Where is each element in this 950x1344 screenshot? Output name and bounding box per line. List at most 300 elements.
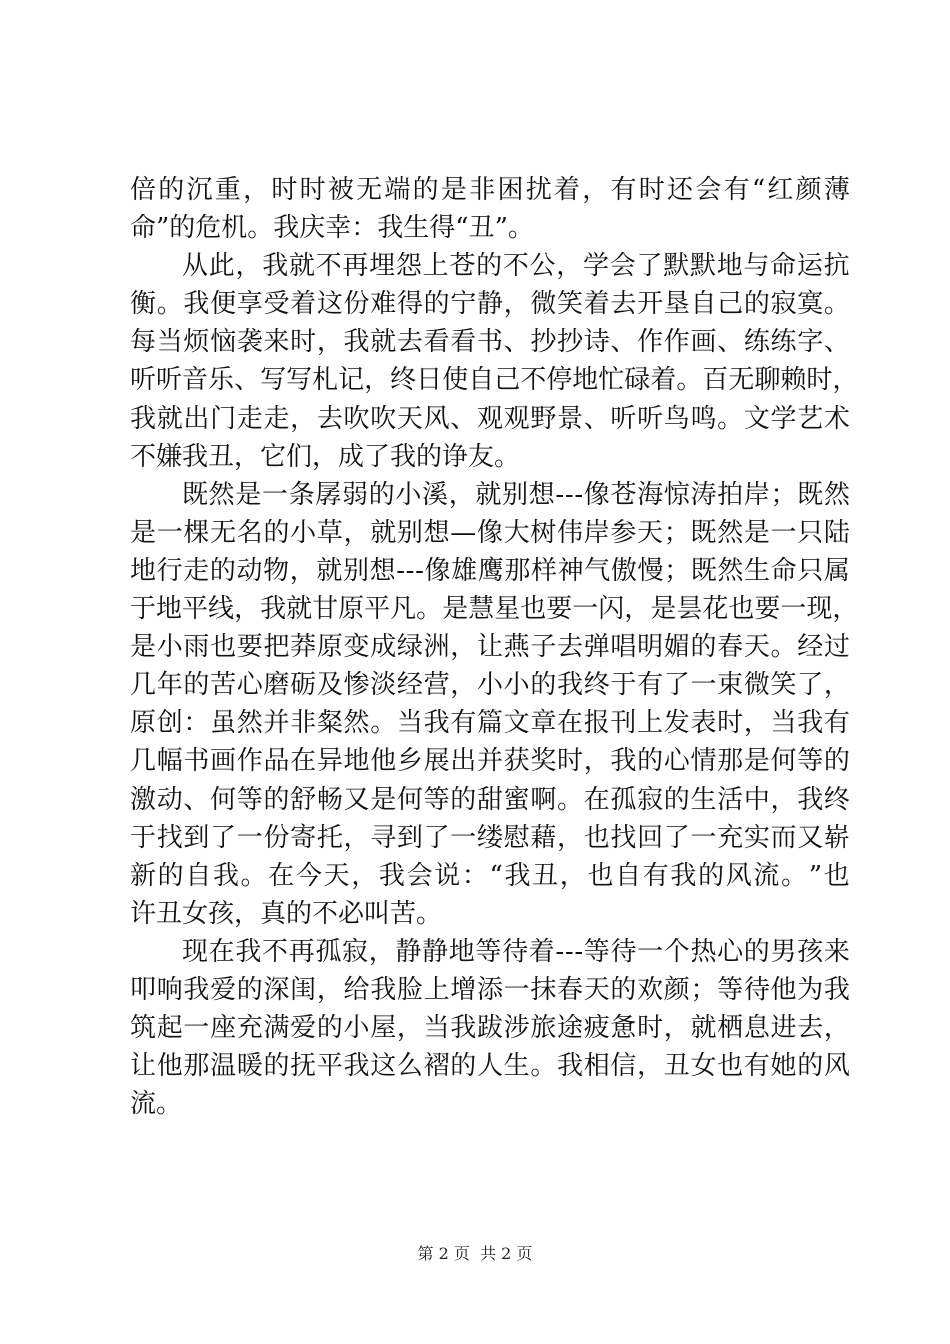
text-char: 书 <box>476 327 503 358</box>
text-char: 起 <box>156 1013 183 1044</box>
text-char: 沉 <box>186 175 213 205</box>
text-char: 术 <box>823 403 850 434</box>
text-char: 走 <box>183 555 210 586</box>
text-char: 、 <box>234 365 261 396</box>
text-char: 风 <box>725 860 752 891</box>
text-char: 。 <box>770 632 797 663</box>
text-char: ， <box>637 1051 664 1082</box>
text-char: 人 <box>476 1051 503 1082</box>
text-char: 寂 <box>342 936 369 967</box>
text-char: ， <box>316 327 343 358</box>
text-char: 端 <box>384 175 411 205</box>
text-char: 一 <box>572 594 599 625</box>
text-char: 树 <box>530 517 557 548</box>
text-line <box>130 514 850 552</box>
text-char: 我 <box>450 1013 477 1044</box>
text-char: 在 <box>268 860 295 891</box>
text-char: 默 <box>689 251 716 282</box>
text-char: 我 <box>235 936 262 967</box>
text-char: 了 <box>423 822 450 853</box>
text-char: 奖 <box>530 746 557 777</box>
text-char: 大 <box>503 517 530 548</box>
text-char: 、 <box>610 327 637 358</box>
text-char: 有 <box>723 175 750 205</box>
text-char: 息 <box>743 1013 770 1044</box>
text-char: 了 <box>663 670 690 701</box>
text-char: 等 <box>797 746 824 777</box>
text-char: 到 <box>183 822 210 853</box>
text-char: 想 <box>423 517 450 548</box>
text-char: 有 <box>642 860 669 891</box>
text-char: 看 <box>450 327 477 358</box>
text-char: 终 <box>390 365 417 396</box>
text-char: 着 <box>650 365 677 396</box>
text-char: 书 <box>183 746 210 777</box>
text-char: ， <box>663 1013 690 1044</box>
text-char: 景 <box>557 403 584 434</box>
text-char: 在 <box>583 784 610 815</box>
text-char: 原 <box>316 632 343 663</box>
text-char: 抄 <box>530 327 557 358</box>
text-char: 陆 <box>823 517 850 548</box>
text-char: 要 <box>754 594 781 625</box>
text-char: 增 <box>450 974 477 1005</box>
text-char: 的 <box>158 175 185 205</box>
text-char: 甘 <box>312 594 339 625</box>
text-char: 热 <box>690 936 717 967</box>
text-line <box>130 400 850 438</box>
text-char: 命 <box>770 555 797 586</box>
text-char: 地 <box>716 251 743 282</box>
text-char: 会 <box>406 860 433 891</box>
text-char: 抗 <box>823 251 850 282</box>
text-char: 既 <box>690 555 717 586</box>
text-char: 无 <box>728 365 755 396</box>
text-char: 笑 <box>557 289 584 320</box>
text-char: ； <box>690 974 717 1005</box>
text-line <box>130 590 859 628</box>
text-char: ， <box>290 403 317 434</box>
text-char: 的 <box>450 784 477 815</box>
text-char: 也 <box>717 1051 744 1082</box>
text-char: 画 <box>210 746 237 777</box>
text-char: 埋 <box>369 251 396 282</box>
text-char: 是 <box>130 632 157 663</box>
text-char: 的 <box>698 860 725 891</box>
text-char: 一 <box>503 974 530 1005</box>
text-char: 既 <box>182 479 209 510</box>
text-char: 春 <box>557 974 584 1005</box>
text-char: 难 <box>370 289 397 320</box>
text-char: 我 <box>130 403 157 434</box>
text-char: 经 <box>797 632 824 663</box>
text-char: 线 <box>208 594 235 625</box>
text-char: 心 <box>717 936 744 967</box>
text-char: 自 <box>468 365 495 396</box>
text-char: 有 <box>610 175 637 205</box>
text-char: 宁 <box>450 289 477 320</box>
text-char: 时 <box>557 746 584 777</box>
text-char: 旅 <box>530 1013 557 1044</box>
text-char: 会 <box>695 175 722 205</box>
text-char: ， <box>832 594 859 625</box>
text-char: 重 <box>214 175 241 205</box>
text-char: 情 <box>690 746 717 777</box>
text-char: 绿 <box>396 632 423 663</box>
text-char: ， <box>503 289 530 320</box>
text-char: ， <box>234 594 261 625</box>
text-char: 粲 <box>316 708 343 739</box>
text-char: 。 <box>416 594 443 625</box>
text-char: 藉 <box>530 822 557 853</box>
text-char: 会 <box>609 251 636 282</box>
text-char: 啊 <box>530 784 557 815</box>
text-char: 响 <box>156 974 183 1005</box>
text-char: 筑 <box>130 1013 157 1044</box>
text-char: 我 <box>378 860 405 891</box>
text-char: 又 <box>343 784 370 815</box>
text-char: 我 <box>423 708 450 739</box>
text-char: 待 <box>502 936 529 967</box>
text-char: 像 <box>424 555 451 586</box>
text-char: 甜 <box>476 784 503 815</box>
text-char: 昙 <box>676 594 703 625</box>
text-char: 何 <box>396 784 423 815</box>
text-char: 看 <box>423 327 450 358</box>
text-char: 现 <box>182 936 209 967</box>
text-char: 春 <box>717 632 744 663</box>
text-char: 是 <box>650 594 677 625</box>
text-char: 。 <box>557 784 584 815</box>
text-char: 再 <box>342 251 369 282</box>
text-char: 就 <box>156 403 183 434</box>
text-char: 去 <box>316 403 343 434</box>
text-char: ， <box>624 594 651 625</box>
text-char: 是 <box>743 517 770 548</box>
text-char: 的 <box>368 479 395 510</box>
text-line <box>130 285 850 323</box>
text-char: 岸 <box>583 517 610 548</box>
text-char: 时 <box>717 708 744 739</box>
text-line <box>130 1085 850 1123</box>
text-char: 生 <box>503 1051 530 1082</box>
text-char: 砺 <box>290 670 317 701</box>
text-char: 日 <box>416 365 443 396</box>
text-char: 雨 <box>183 632 210 663</box>
text-char: 我 <box>557 670 584 701</box>
text-char: 得 <box>396 289 423 320</box>
text-char: 这 <box>316 289 343 320</box>
text-char: 份 <box>263 822 290 853</box>
text-line <box>130 361 859 399</box>
text-char: 、 <box>717 327 744 358</box>
text-char: - <box>396 555 406 586</box>
text-char: 品 <box>263 746 290 777</box>
text-char: ： <box>183 708 210 739</box>
text-char: 天 <box>637 517 664 548</box>
text-char: 他 <box>156 1051 183 1082</box>
text-char: 磨 <box>263 670 290 701</box>
text-char: 然 <box>343 708 370 739</box>
text-char: 名 <box>236 517 263 548</box>
text-char: 地 <box>448 936 475 967</box>
text-char: 孩 <box>797 936 824 967</box>
text-char: 于 <box>610 670 637 701</box>
text-char: 蜜 <box>503 784 530 815</box>
text-line <box>130 781 850 819</box>
text-char: 慢 <box>637 555 664 586</box>
text-char: 傲 <box>610 555 637 586</box>
text-char: 何 <box>770 746 797 777</box>
text-char: 神 <box>557 555 584 586</box>
text-run: 许丑女孩，真的不必叫苦。 <box>130 898 443 929</box>
text-char: 静 <box>476 289 503 320</box>
text-char: 的 <box>690 632 717 663</box>
text-char: 么 <box>396 1051 423 1082</box>
text-char: 每 <box>130 327 157 358</box>
text-char: 公 <box>529 251 556 282</box>
text-char: 是 <box>130 517 157 548</box>
text-char: 当 <box>156 327 183 358</box>
text-char: 非 <box>469 175 496 205</box>
text-char: 非 <box>290 708 317 739</box>
text-char: 是 <box>370 784 397 815</box>
text-char: 篇 <box>476 708 503 739</box>
text-char: 碌 <box>624 365 651 396</box>
text-char: 的 <box>236 974 263 1005</box>
text-char: 。 <box>370 708 397 739</box>
text-char: 子 <box>530 632 557 663</box>
text-char: 爱 <box>210 974 237 1005</box>
text-char: 丑 <box>663 1051 690 1082</box>
text-char: 一 <box>262 479 289 510</box>
text-char: 找 <box>156 822 183 853</box>
text-char: 、 <box>583 403 610 434</box>
text-char: 天 <box>323 860 350 891</box>
text-char: 一 <box>450 822 477 853</box>
text-char: 展 <box>423 746 450 777</box>
text-char: 女 <box>690 1051 717 1082</box>
text-char: 我 <box>212 860 239 891</box>
text-char: 着 <box>528 936 555 967</box>
text-char: 动 <box>156 784 183 815</box>
text-char: 草 <box>316 517 343 548</box>
text-char: 她 <box>770 1051 797 1082</box>
text-char: 听 <box>610 403 637 434</box>
text-char: 时 <box>290 327 317 358</box>
text-char: 我 <box>260 594 287 625</box>
text-char: 着 <box>583 289 610 320</box>
text-char: 学 <box>583 251 610 282</box>
text-char: 了 <box>210 822 237 853</box>
text-char: 变 <box>343 632 370 663</box>
text-char: 恼 <box>210 327 237 358</box>
text-char: 诗 <box>583 327 610 358</box>
text-char: 作 <box>236 746 263 777</box>
text-char: 报 <box>583 708 610 739</box>
text-char: 屋 <box>370 1013 397 1044</box>
text-char: ， <box>396 1013 423 1044</box>
text-run: 流。 <box>130 1089 183 1120</box>
text-char: 寞 <box>797 289 824 320</box>
text-char: 我 <box>370 974 397 1005</box>
text-char: 便 <box>210 289 237 320</box>
text-char: 我 <box>797 708 824 739</box>
text-char: 薄 <box>823 175 850 205</box>
text-char: 褶 <box>423 1051 450 1082</box>
text-char: 上 <box>422 251 449 282</box>
text-char: 聊 <box>754 365 781 396</box>
text-char: ， <box>743 708 770 739</box>
text-char: 我 <box>262 251 289 282</box>
text-char: 字 <box>797 327 824 358</box>
text-char: 受 <box>263 289 290 320</box>
text-char: ， <box>823 1013 850 1044</box>
text-char: 涉 <box>503 1013 530 1044</box>
text-char: 像 <box>583 479 610 510</box>
text-char: 满 <box>263 1013 290 1044</box>
text-char: 的 <box>637 746 664 777</box>
text-line <box>130 209 850 247</box>
document-body <box>130 171 859 1123</box>
text-char: 惊 <box>663 479 690 510</box>
text-char: 束 <box>717 670 744 701</box>
text-line <box>130 552 850 590</box>
text-char: 那 <box>717 746 744 777</box>
text-char: 也 <box>583 822 610 853</box>
text-char: 的 <box>476 251 503 282</box>
text-char: 地 <box>572 365 599 396</box>
text-char: 听 <box>130 365 157 396</box>
text-char: 天 <box>396 403 423 434</box>
text-char: 苍 <box>449 251 476 282</box>
text-char: 练 <box>770 327 797 358</box>
text-char: 的 <box>209 555 236 586</box>
text-char: 乡 <box>396 746 423 777</box>
text-char: 一 <box>183 1013 210 1044</box>
text-char: 小 <box>476 670 503 701</box>
text-char: 着 <box>290 289 317 320</box>
text-char: 我 <box>670 860 697 891</box>
text-char: 了 <box>663 822 690 853</box>
text-char: 而 <box>770 822 797 853</box>
text-char: 经 <box>396 670 423 701</box>
text-char: 时 <box>271 175 298 205</box>
text-char: 行 <box>156 555 183 586</box>
text-char: 并 <box>263 708 290 739</box>
text-char: 垦 <box>663 289 690 320</box>
text-char: 要 <box>546 594 573 625</box>
text-char: 时 <box>806 365 833 396</box>
text-char: 扰 <box>525 175 552 205</box>
text-char: 的 <box>263 1051 290 1082</box>
text-char: 写 <box>260 365 287 396</box>
text-char: 平 <box>316 1051 343 1082</box>
text-char: 流 <box>753 860 780 891</box>
text-char: 在 <box>208 936 235 967</box>
text-char: 缕 <box>476 822 503 853</box>
text-char: 学 <box>770 403 797 434</box>
text-char: 就 <box>286 594 313 625</box>
text-char: 地 <box>343 746 370 777</box>
text-char: 我 <box>343 1051 370 1082</box>
text-char: 获 <box>503 746 530 777</box>
text-char: ， <box>450 670 477 701</box>
text-char: 他 <box>770 974 797 1005</box>
text-char: 等 <box>717 974 744 1005</box>
text-char: 此 <box>208 251 235 282</box>
text-char: 想 <box>528 479 555 510</box>
text-char: 、 <box>183 784 210 815</box>
text-char: 慰 <box>503 822 530 853</box>
text-char: 并 <box>476 746 503 777</box>
text-char: 天 <box>743 632 770 663</box>
text-char: 现 <box>806 594 833 625</box>
text-char: 走 <box>236 403 263 434</box>
text-char: 微 <box>530 289 557 320</box>
text-char: 今 <box>295 860 322 891</box>
text-char: 就 <box>370 517 397 548</box>
text-run: 命”的危机。我庆幸：我生得“丑”。 <box>130 213 534 244</box>
text-char: “ <box>751 175 766 205</box>
text-char: 激 <box>130 784 157 815</box>
text-char: 去 <box>610 289 637 320</box>
text-char: 个 <box>663 936 690 967</box>
text-char: ， <box>448 479 475 510</box>
text-char: 慧 <box>468 594 495 625</box>
text-char: 的 <box>450 1051 477 1082</box>
text-char: 是 <box>743 746 770 777</box>
text-char: 当 <box>423 1013 450 1044</box>
text-char: 既 <box>797 479 824 510</box>
text-char: 的 <box>157 860 184 891</box>
text-char: 。 <box>156 289 183 320</box>
text-char: 停 <box>546 365 573 396</box>
text-char: ， <box>583 746 610 777</box>
text-char: ， <box>823 670 850 701</box>
text-char: 然 <box>717 555 744 586</box>
text-char: - <box>555 936 565 967</box>
text-char: 小 <box>290 517 317 548</box>
text-char: 待 <box>610 936 637 967</box>
text-char: 。 <box>823 289 850 320</box>
text-char: ， <box>556 251 583 282</box>
text-char: - <box>415 555 424 586</box>
text-char: - <box>555 479 565 510</box>
text-char: 孤 <box>315 936 342 967</box>
text-char: 燕 <box>503 632 530 663</box>
text-char: 份 <box>343 289 370 320</box>
text-char: 也 <box>210 632 237 663</box>
text-char: 的 <box>743 289 770 320</box>
text-char: 等 <box>475 936 502 967</box>
text-char: 孱 <box>315 479 342 510</box>
text-char: 动 <box>236 555 263 586</box>
text-char: 添 <box>476 974 503 1005</box>
text-char: 创 <box>156 708 183 739</box>
text-char: 爱 <box>290 1013 317 1044</box>
text-char: - <box>564 936 574 967</box>
text-char: ， <box>235 251 262 282</box>
text-char: 鸣 <box>690 403 717 434</box>
text-char: ， <box>243 175 270 205</box>
text-line <box>130 704 850 742</box>
text-char: 作 <box>663 327 690 358</box>
text-char: 那 <box>183 1051 210 1082</box>
text-char: 拍 <box>717 479 744 510</box>
text-char: 等 <box>236 784 263 815</box>
text-char: 。 <box>530 1051 557 1082</box>
